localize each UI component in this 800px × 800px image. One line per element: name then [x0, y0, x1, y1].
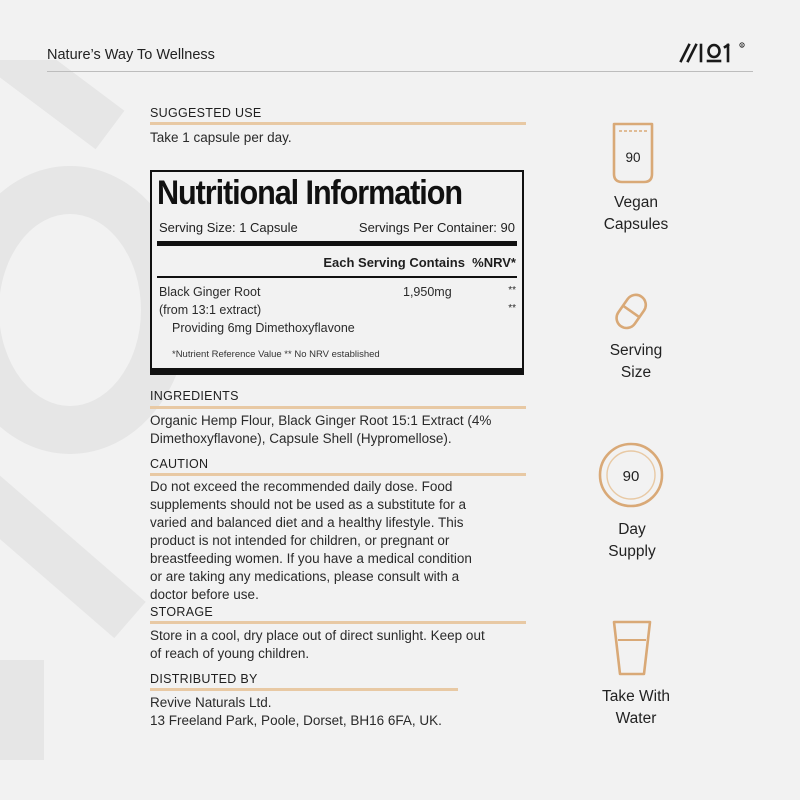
ingredients-title: INGREDIENTS: [150, 389, 239, 403]
providing-text: Providing 6mg Dimethoxyflavone: [172, 321, 355, 335]
distributor-name: Revive Naturals Ltd.: [150, 695, 272, 710]
ingredients-rule: [150, 406, 526, 409]
caution-line-7: doctor before use.: [150, 587, 259, 602]
storage-rule: [150, 621, 526, 624]
circle-gauge-icon: [596, 440, 666, 510]
serving-size-label: [576, 340, 696, 384]
suggested-use-text: Take 1 capsule per day.: [150, 130, 292, 145]
day-supply-feature: [596, 440, 666, 515]
distributed-by-rule: [150, 688, 458, 691]
header-divider: [47, 71, 753, 72]
nutrient-name: Black Ginger Root: [159, 285, 261, 299]
each-serving-header: Each Serving Contains %NRV*: [323, 255, 516, 270]
caution-line-2: supplements should not be used as a substitute for a: [150, 497, 466, 512]
day-supply-label: [572, 519, 692, 563]
nutrient-nrv: **: [508, 285, 516, 296]
caution-line-1: Do not exceed the recommended daily dose. Food: [150, 479, 453, 494]
caution-line-6: or are taking any medications, please consult with a: [150, 569, 460, 584]
pouch-number: 90: [625, 150, 641, 165]
water-label-line-1: Take With: [601, 688, 671, 705]
water-label-line-2: Water: [615, 710, 657, 727]
vegan-label-line-1: Vegan: [614, 194, 658, 211]
distributed-by-title: DISTRIBUTED BY: [150, 672, 258, 686]
nutrition-thick-divider: [157, 241, 517, 246]
serving-size: Serving Size: 1 Capsule: [159, 220, 298, 235]
capsule-icon: [610, 288, 654, 336]
serving-label-line-1: Serving: [609, 342, 663, 359]
storage-line-2: of reach of young children.: [150, 646, 310, 661]
pouch-icon: [610, 120, 656, 186]
supply-label-line-1: Day: [618, 521, 646, 538]
storage-title: STORAGE: [150, 605, 213, 619]
ingredients-line-2: Dimethoxyflavone), Capsule Shell (Hypromellose).: [150, 431, 452, 446]
nrv-footnote: *Nutrient Reference Value ** No NRV established: [172, 349, 380, 360]
storage-line-1: Store in a cool, dry place out of direct sunlight. Keep out: [150, 628, 485, 643]
take-with-water-label: [576, 686, 696, 730]
svg-text:R: R: [740, 43, 744, 48]
caution-rule: [150, 473, 526, 476]
supply-label-line-2: Supply: [608, 543, 656, 560]
water-glass-icon: [610, 618, 654, 678]
nutrient-amount: 1,950mg: [403, 285, 452, 299]
distributor-address: 13 Freeland Park, Poole, Dorset, BH16 6FA, UK.: [150, 713, 442, 728]
nutrient-extract-note: (from 13:1 extract): [159, 303, 262, 317]
ingredients-line-1: Organic Hemp Flour, Black Ginger Root 15:1 Extract (4%: [150, 413, 492, 428]
caution-line-3: varied and balanced diet and a healthy lifestyle. This: [150, 515, 464, 530]
brand-logo: [676, 40, 756, 66]
vegan-capsules-feature: [610, 120, 656, 191]
suggested-use-rule: [150, 122, 526, 125]
supply-number: 90: [622, 468, 640, 485]
tagline: Nature’s Way To Wellness: [47, 47, 215, 63]
vegan-capsules-label: [576, 192, 696, 236]
servings-per-container: Servings Per Container: 90: [358, 220, 515, 235]
serving-size-feature: [610, 288, 654, 341]
nutrition-title: Nutritional Information: [157, 174, 462, 212]
vegan-label-line-2: Capsules: [603, 216, 669, 233]
caution-line-4: product is not intended for children, or pregnant or: [150, 533, 450, 548]
caution-title: CAUTION: [150, 457, 209, 471]
nutrition-panel: [150, 170, 524, 375]
nutrition-thin-divider: [157, 276, 517, 278]
serving-label-line-2: Size: [620, 364, 652, 381]
caution-line-5: breastfeeding women. If you have a medical condition: [150, 551, 472, 566]
suggested-use-title: SUGGESTED USE: [150, 106, 262, 120]
header: [0, 0, 800, 72]
take-with-water-feature: [610, 618, 654, 683]
nutrient-extract-nrv: **: [508, 303, 516, 314]
